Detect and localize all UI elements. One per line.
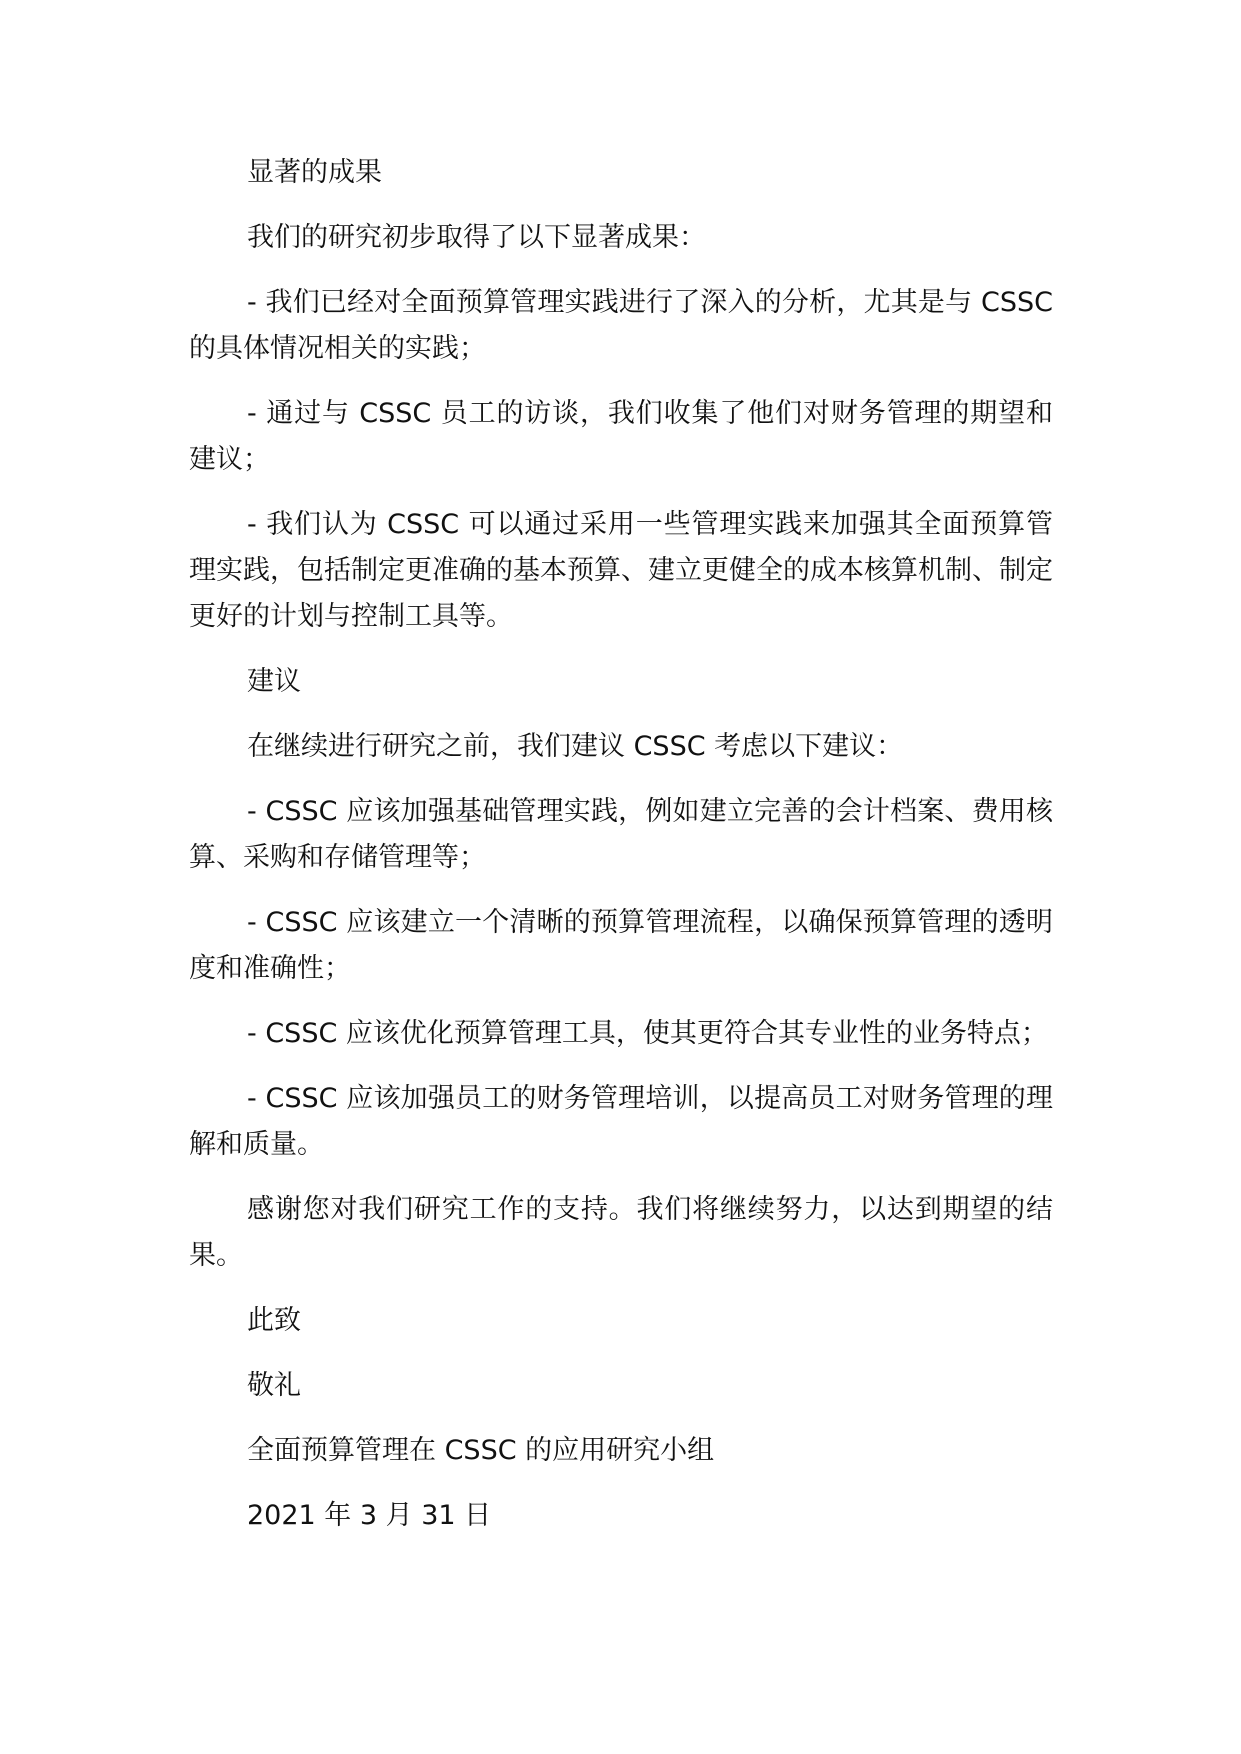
suggestion-item-2: - CSSC 应该建立一个清晰的预算管理流程，以确保预算管理的透明度和准确性； — [189, 907, 1053, 984]
results-intro: 我们的研究初步取得了以下显著成果： — [247, 222, 706, 253]
signature-date: 2021 年 3 月 31 日 — [247, 1500, 492, 1531]
suggestion-item-1: - CSSC 应该加强基础管理实践，例如建立完善的会计档案、费用核算、采购和存储管理等； — [189, 796, 1053, 873]
suggestion-item-3: - CSSC 应该优化预算管理工具，使其更符合其专业性的业务特点； — [247, 1018, 1048, 1049]
result-item-3: - 我们认为 CSSC 可以通过采用一些管理实践来加强其全面预算管理实践，包括制定更准确的基本预算、建立更健全的成本核算机制、制定更好的计划与控制工具等。 — [189, 509, 1053, 632]
document-body — [189, 150, 1053, 1539]
result-item-1: - 我们已经对全面预算管理实践进行了深入的分析，尤其是与 CSSC 的具体情况相关的实践； — [189, 287, 1053, 364]
section-heading-results: 显著的成果 — [247, 157, 382, 188]
closing-regards: 敬礼 — [247, 1370, 301, 1401]
result-item-2: - 通过与 CSSC 员工的访谈，我们收集了他们对财务管理的期望和建议； — [189, 398, 1053, 475]
signature-group: 全面预算管理在 CSSC 的应用研究小组 — [247, 1435, 715, 1466]
closing-salutation: 此致 — [247, 1305, 301, 1336]
section-heading-suggestions: 建议 — [247, 666, 301, 697]
thanks-paragraph: 感谢您对我们研究工作的支持。我们将继续努力，以达到期望的结果。 — [189, 1194, 1053, 1271]
suggestions-intro: 在继续进行研究之前，我们建议 CSSC 考虑以下建议： — [247, 731, 904, 762]
suggestion-item-4: - CSSC 应该加强员工的财务管理培训，以提高员工对财务管理的理解和质量。 — [189, 1083, 1053, 1160]
